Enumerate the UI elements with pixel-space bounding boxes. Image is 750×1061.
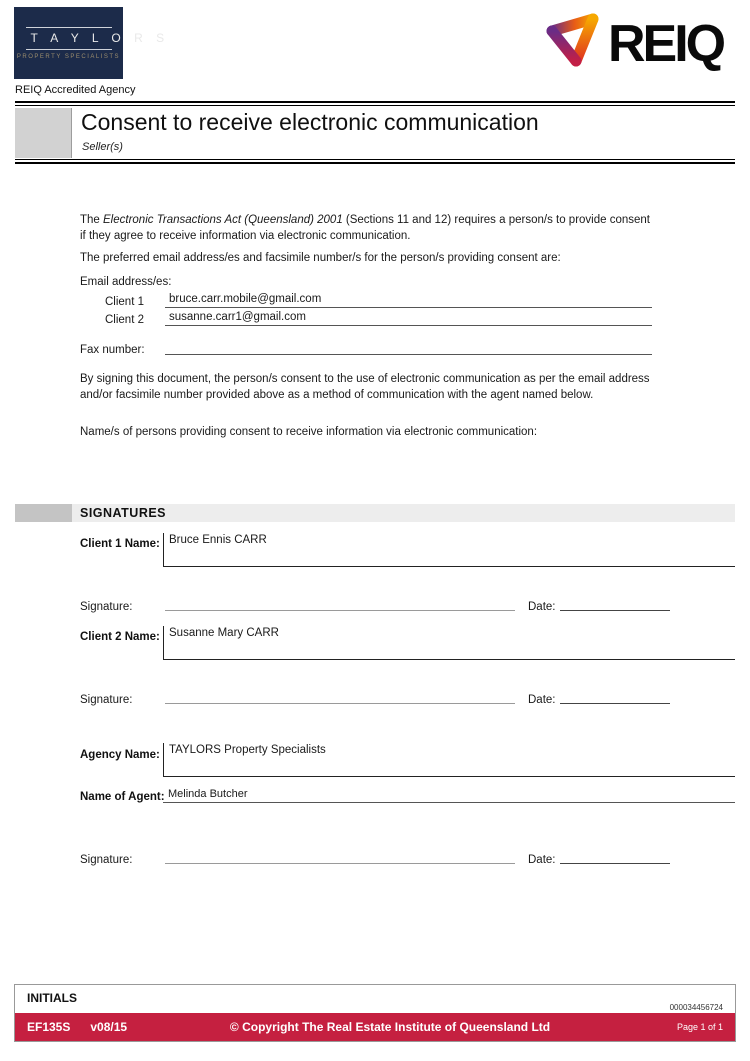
email-addresses-label: Email address/es: [80,276,172,288]
signature3-line[interactable] [165,851,515,864]
accreditation-text: REIQ Accredited Agency [15,84,136,96]
signature1-label: Signature: [80,601,133,613]
paragraph-act-title: Electronic Transactions Act (Queensland) 2001 [103,214,343,226]
paragraph-act-post: (Sections 11 and 12) requires a person/s to provide consent if they agree to receive information via electronic communication. [80,214,650,242]
client1-email-field[interactable]: bruce.carr.mobile@gmail.com [165,293,652,308]
date2-line[interactable] [560,691,670,704]
client1-email-label: Client 1 [105,296,144,308]
taylors-agency-logo [14,7,170,79]
client1-name-label: Client 1 Name: [80,538,160,550]
signature1-line[interactable] [165,598,515,611]
reiq-triangle-icon [538,6,608,81]
paragraph-preferred: The preferred email address/es and facsimile number/s for the person/s providing consent are: [80,252,561,264]
client2-email-field[interactable]: susanne.carr1@gmail.com [165,311,652,326]
agency-name-field[interactable] [163,743,735,777]
fax-number-field[interactable] [165,339,652,355]
footer [14,984,736,1042]
signature2-label: Signature: [80,694,133,706]
title-divider [15,159,735,164]
title-band [15,108,735,158]
client2-name-label: Client 2 Name: [80,631,160,643]
paragraph-consent: By signing this document, the person/s consent to the use of electronic communication as per the email address and/or facsimile number provided above as a method of communication with the agent named below. [80,373,650,401]
form-version: v08/15 [90,1020,128,1034]
date2-label: Date: [528,694,556,706]
paragraph-act-pre: The [80,214,104,226]
taylors-logo-tagline: PROPERTY SPECIALISTS [16,53,121,60]
agent-name-field[interactable]: Melinda Butcher [163,788,735,803]
paragraph-names: Name/s of persons providing consent to receive information via electronic communication: [80,426,538,438]
form-code: EF135S [27,1020,71,1034]
initials-label: INITIALS [27,991,77,1005]
header-divider [15,101,735,106]
client1-name-value: Bruce Ennis CARR [169,534,267,546]
signatures-gray-box [15,504,72,522]
client2-name-field[interactable] [163,626,735,660]
signatures-heading: SIGNATURES [80,506,167,520]
signature3-label: Signature: [80,854,133,866]
page-number: Page 1 of 1 [676,1022,723,1032]
page-title: Consent to receive electronic communication [81,109,539,135]
client2-email-label: Client 2 [105,314,144,326]
agency-name-value: TAYLORS Property Specialists [169,744,326,756]
taylors-logo-name: T A Y L O R S [26,27,112,50]
page-subtitle: Seller(s) [82,141,123,153]
footer-form-info [27,1020,127,1034]
client2-name-value: Susanne Mary CARR [169,627,279,639]
reiq-logo [538,6,723,81]
title-gray-box [15,108,72,158]
client1-name-field[interactable] [163,533,735,567]
document-serial-number: 000034456724 [669,1003,723,1012]
paragraph-act [80,213,658,245]
signature2-line[interactable] [165,691,515,704]
date3-label: Date: [528,854,556,866]
signatures-band [15,504,735,522]
date1-line[interactable] [560,598,670,611]
agent-name-label: Name of Agent: [80,791,165,803]
agency-name-label: Agency Name: [80,749,160,761]
reiq-logo-wordmark: REIQ [608,14,724,73]
date1-label: Date: [528,601,556,613]
fax-number-label: Fax number: [80,344,145,356]
footer-red-bar [15,1013,735,1041]
copyright-text: © Copyright The Real Estate Institute of Queensland Ltd [229,1020,551,1034]
date3-line[interactable] [560,851,670,864]
